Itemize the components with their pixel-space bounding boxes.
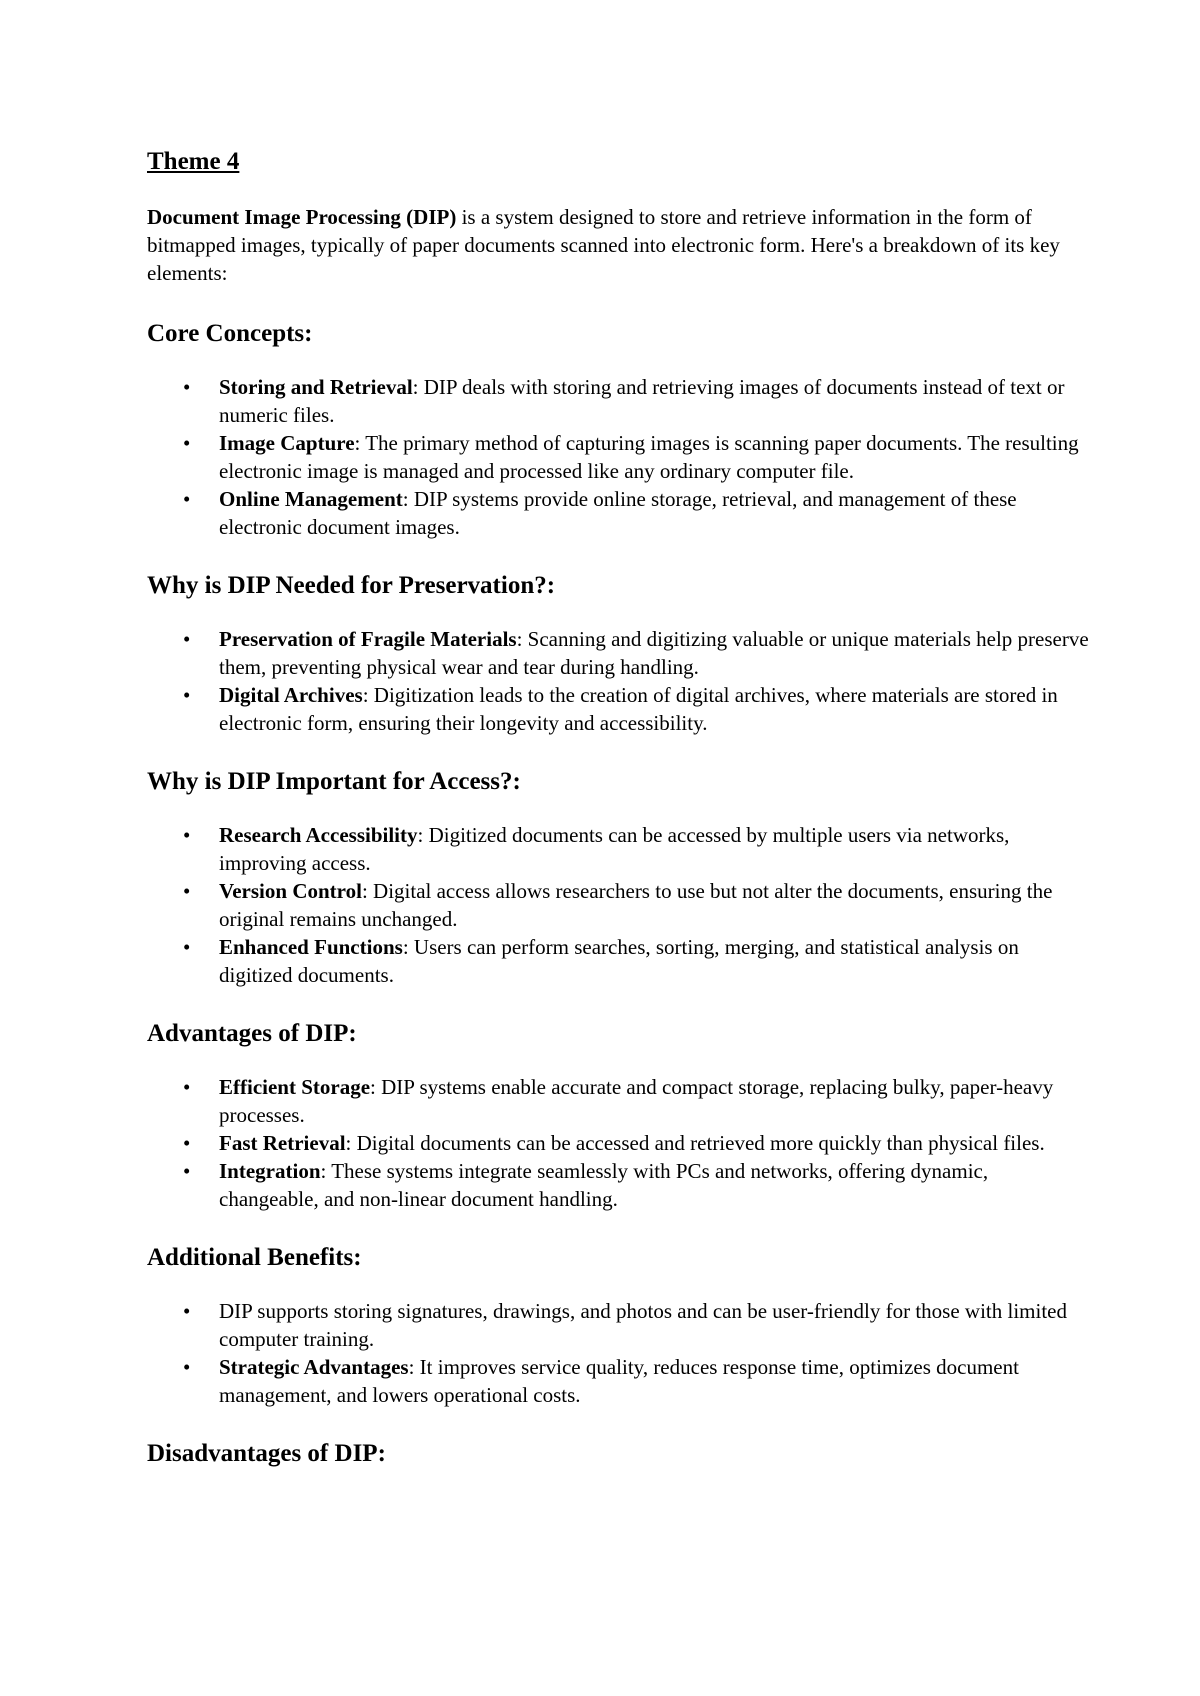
list-item: [147, 1157, 1090, 1213]
bullet-list: [147, 373, 1090, 541]
section-heading: Why is DIP Needed for Preservation?:: [147, 572, 556, 599]
page-title: Theme 4: [147, 148, 240, 175]
item-text: : DIP deals with storing and retrieving images of documents instead of text or numeric files.: [219, 375, 1065, 427]
item-text: : Digital access allows researchers to use but not alter the documents, ensuring the original remains unchanged.: [219, 879, 1053, 931]
list-item: [147, 485, 1090, 541]
section-additional-benefits: [147, 1241, 1090, 1409]
list-item: [147, 1129, 1090, 1157]
list-item: [147, 1297, 1090, 1353]
item-term: Digital Archives: [219, 683, 363, 707]
item-text: DIP supports storing signatures, drawings, and photos and can be user-friendly for those with limited computer training.: [219, 1299, 1067, 1351]
item-text: : Digital documents can be accessed and retrieved more quickly than physical files.: [345, 1131, 1045, 1155]
bullet-icon: •: [183, 879, 191, 903]
bullet-icon: •: [183, 823, 191, 847]
item-term: Research Accessibility: [219, 823, 418, 847]
section-disadvantages: [147, 1437, 1090, 1471]
section-heading: Advantages of DIP:: [147, 1020, 357, 1047]
item-term: Version Control: [219, 879, 362, 903]
item-text: : The primary method of capturing images is scanning paper documents. The resulting electronic image is managed and processed like any ordinary computer file.: [219, 431, 1079, 483]
section-heading: Why is DIP Important for Access?:: [147, 768, 521, 795]
bullet-icon: •: [183, 1159, 191, 1183]
list-item: [147, 1353, 1090, 1409]
section-advantages: [147, 1017, 1090, 1213]
bullet-icon: •: [183, 487, 191, 511]
item-text: : It improves service quality, reduces response time, optimizes document management, and lowers operational costs.: [219, 1355, 1019, 1407]
intro-paragraph: [147, 203, 1090, 287]
list-item: [147, 933, 1090, 989]
item-term: Image Capture: [219, 431, 355, 455]
item-text: : Users can perform searches, sorting, merging, and statistical analysis on digitized documents.: [219, 935, 1019, 987]
bullet-icon: •: [183, 1355, 191, 1379]
item-term: Strategic Advantages: [219, 1355, 409, 1379]
item-term: Efficient Storage: [219, 1075, 371, 1099]
bullet-list: [147, 1297, 1090, 1409]
section-core-concepts: [147, 317, 1090, 541]
bullet-icon: •: [183, 683, 191, 707]
bullet-icon: •: [183, 375, 191, 399]
bullet-icon: •: [183, 1131, 191, 1155]
bullet-icon: •: [183, 431, 191, 455]
item-text: : Digitized documents can be accessed by multiple users via networks, improving access.: [219, 823, 1010, 875]
list-item: [147, 681, 1090, 737]
list-item: [147, 429, 1090, 485]
list-item: [147, 625, 1090, 681]
bullet-list: [147, 821, 1090, 989]
intro-text: is a system designed to store and retrieve information in the form of bitmapped images, typically of paper documents scanned into electronic form. Here's a breakdown of its key elements:: [147, 205, 1060, 285]
item-term: Storing and Retrieval: [219, 375, 413, 399]
item-term: Enhanced Functions: [219, 935, 403, 959]
item-text: : DIP systems provide online storage, retrieval, and management of these electronic document images.: [219, 487, 1017, 539]
item-term: Fast Retrieval: [219, 1131, 346, 1155]
item-text: : DIP systems enable accurate and compact storage, replacing bulky, paper-heavy processes.: [219, 1075, 1054, 1127]
section-preservation: [147, 569, 1090, 737]
section-access: [147, 765, 1090, 989]
item-text: : Digitization leads to the creation of digital archives, where materials are stored in electronic form, ensuring their longevity and accessibility.: [219, 683, 1058, 735]
item-text: : These systems integrate seamlessly with PCs and networks, offering dynamic, changeable, and non-linear document handling.: [219, 1159, 989, 1211]
item-term: Integration: [219, 1159, 321, 1183]
section-heading: Disadvantages of DIP:: [147, 1440, 386, 1467]
bullet-list: [147, 1073, 1090, 1213]
list-item: [147, 1073, 1090, 1129]
bullet-icon: •: [183, 935, 191, 959]
list-item: [147, 373, 1090, 429]
section-heading: Additional Benefits:: [147, 1244, 362, 1271]
section-heading: Core Concepts:: [147, 320, 313, 347]
bullet-icon: •: [183, 1075, 191, 1099]
list-item: [147, 877, 1090, 933]
item-term: Online Management: [219, 487, 403, 511]
bullet-icon: •: [183, 1299, 191, 1323]
list-item: [147, 821, 1090, 877]
bullet-icon: •: [183, 627, 191, 651]
bullet-list: [147, 625, 1090, 737]
item-text: : Scanning and digitizing valuable or unique materials help preserve them, preventing physical wear and tear during handling.: [219, 627, 1089, 679]
item-term: Preservation of Fragile Materials: [219, 627, 517, 651]
intro-term: Document Image Processing (DIP): [147, 205, 457, 229]
